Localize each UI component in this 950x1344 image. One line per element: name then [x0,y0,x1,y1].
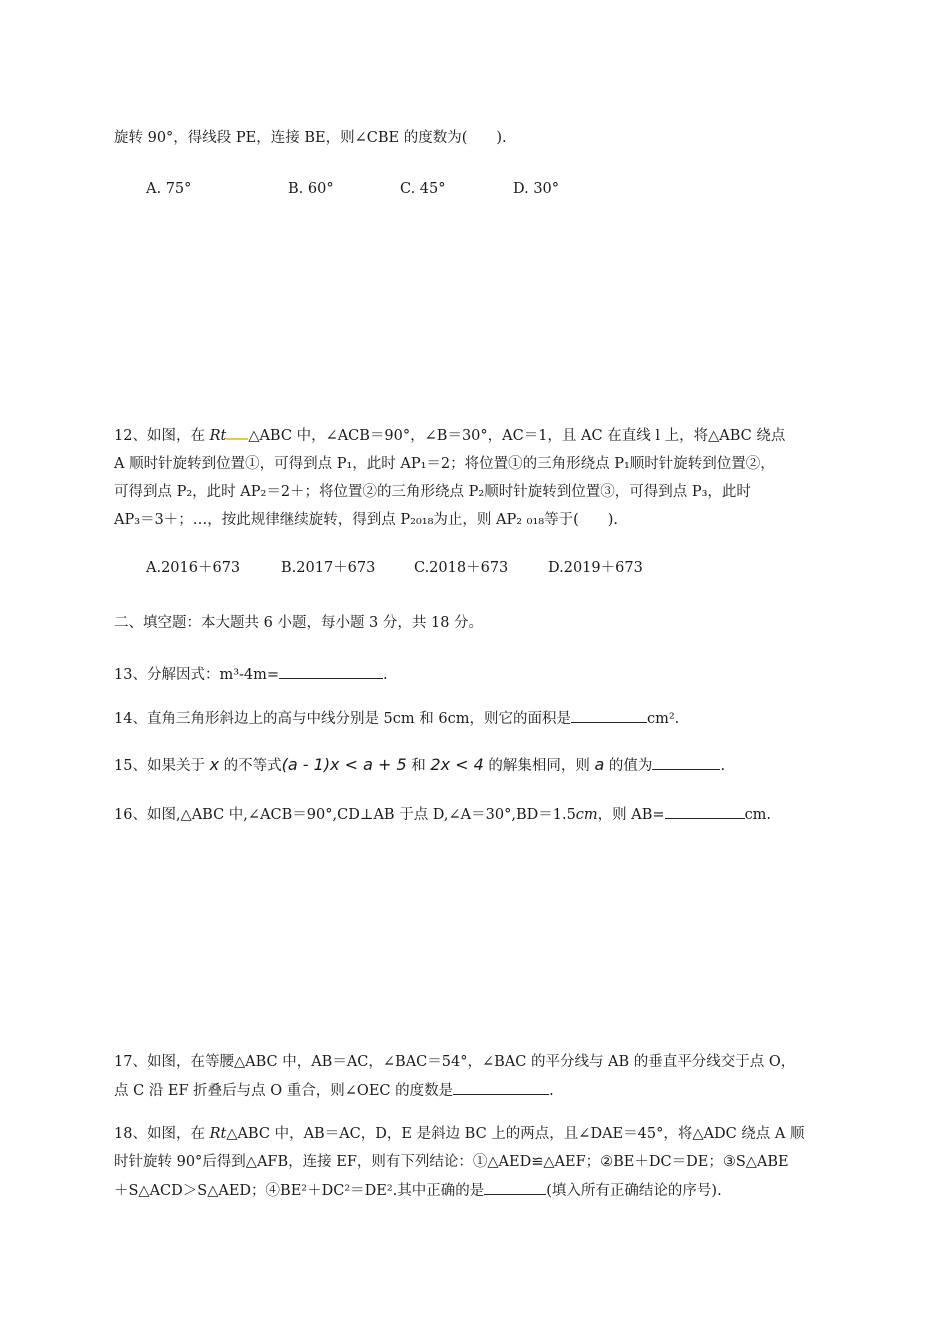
q17-end: . [549,1083,554,1099]
q16-text: 16、如图,△ABC 中,∠ACB＝90°,CD⊥AB 于点 D,∠A＝30°,BD＝1.5 [114,807,576,823]
q12-line-3: 可得到点 P₂，此时 AP₂＝2＋；将位置②的三角形绕点 P₂顺时针旋转到位置③，可得到点 P₃，此时 [114,484,751,500]
q14 [114,708,679,729]
q11-line: 旋转 90°，得线段 PE，连接 BE，则∠CBE 的度数为( ). [114,130,507,146]
q14-text: 14、直角三角形斜边上的高与中线分别是 5cm 和 6cm，则它的面积是 [114,711,571,727]
answer-blank [665,804,745,819]
q16-text-b: ，则 AB= [597,807,665,823]
q17-text: 点 C 沿 EF 折叠后与点 O 重合，则∠OEC 的度数是 [114,1083,454,1099]
q18-text: △ABC 中，AB＝AC，D，E 是斜边 BC 上的两点，且∠DAE＝45°，将△ADC 绕点 A 顺 [226,1126,805,1142]
q11-option-c: C. 45° [400,181,446,197]
q12-line-2: A 顺时针旋转到位置①，可得到点 P₁，此时 AP₁＝2；将位置①的三角形绕点 P₁顺时针旋转到位置②， [114,456,775,472]
q12-option-c: C.2018＋673 [414,560,509,576]
q12-text: △ABC 中，∠ACB＝90°，∠B＝30°，AC＝1，且 AC 在直线 l 上，将△ABC 绕点 [248,428,786,444]
q15-text-a: 15、如果关于 [114,758,210,774]
q16 [114,804,771,825]
q12-option-b: B.2017＋673 [281,560,376,576]
q15-text-c: 和 [406,758,431,774]
q12-rt: Rt [209,428,227,444]
q18-line-3 [114,1180,722,1201]
q14-unit: cm². [646,711,680,727]
q18-text-b: (填入所有正确结论的序号). [546,1183,722,1199]
q13-end: . [383,667,388,683]
q18-line-2: 时针旋转 90°后得到△AFB，连接 EF，则有下列结论：①△AED≌△AEF；②BE＋DC＝DE；③S△ABE [114,1154,789,1170]
q16-end: cm. [744,807,772,823]
q16-unit-cm: cm [575,807,598,823]
section-heading: 二、填空题：本大题共 6 小题，每小题 3 分，共 18 分。 [114,615,484,631]
q18-line-1 [114,1124,804,1144]
q13-text: 13、分解因式：m³-4m= [114,667,280,683]
q17-line-2 [114,1080,554,1101]
q12-line-1 [114,426,785,446]
q15-inequality-1: (a - 1)x < a + 5 [281,755,407,774]
q15 [114,755,725,776]
answer-blank [279,664,383,679]
q17-line-1: 17、如图，在等腰△ABC 中，AB＝AC，∠BAC＝54°，∠BAC 的平分线与 AB 的垂直平分线交于点 O， [114,1054,796,1070]
q15-text-b: 的不等式 [219,758,282,774]
q12-prefix: 12、如图，在 [114,428,210,444]
q12-option-d: D.2019＋673 [548,560,643,576]
q13 [114,664,388,685]
answer-blank [453,1080,549,1095]
q11-option-d: D. 30° [513,181,560,197]
q12-line-4: AP₃＝3＋；…，按此规律继续旋转，得到点 P₂₀₁₈为止，则 AP₂ ₀₁₈等于( ). [114,512,619,528]
answer-blank [571,708,647,723]
q18-prefix: 18、如图，在 [114,1126,210,1142]
q15-var-a: a [594,755,605,774]
q15-var-x: x [209,755,220,774]
q15-text-e: 的值为 [604,758,653,774]
q15-end: . [720,758,726,774]
q18-text-a: ＋S△ACD＞S△AED；④BE²＋DC²＝DE².其中正确的是 [114,1183,485,1199]
highlight-mark [226,426,248,440]
q18-rt: Rt [209,1126,227,1142]
q11-option-a: A. 75° [146,181,192,197]
q15-text-d: 的解集相同，则 [483,758,595,774]
q12-option-a: A.2016＋673 [146,560,241,576]
q11-option-b: B. 60° [288,181,334,197]
answer-blank [652,755,720,770]
answer-blank [484,1180,546,1195]
q15-inequality-2: 2x < 4 [430,755,484,774]
